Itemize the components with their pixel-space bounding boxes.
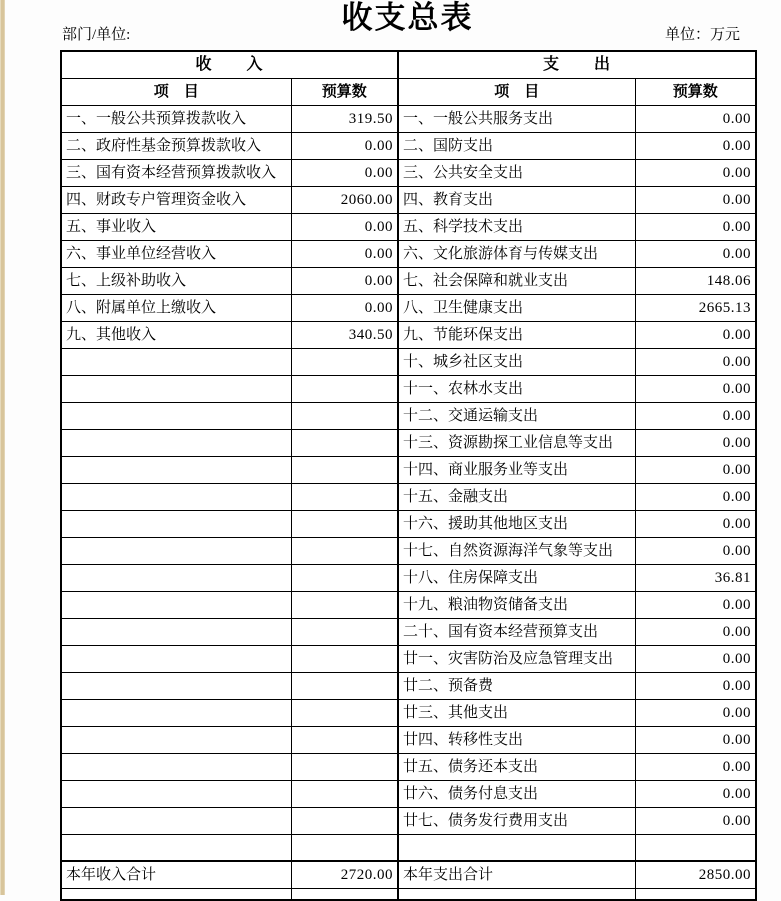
income-value-cell: 0.00 <box>291 241 398 268</box>
expense-item-cell: 七、社会保障和就业支出 <box>398 268 635 295</box>
table-row <box>61 349 756 376</box>
income-value-cell <box>291 619 398 646</box>
expense-item-cell: 五、科学技术支出 <box>398 214 635 241</box>
expense-item-cell: 廿六、债务付息支出 <box>398 781 635 808</box>
expense-item-cell: 二、国防支出 <box>398 133 635 160</box>
income-item-cell <box>61 700 291 727</box>
table-row <box>61 187 756 214</box>
expense-item-cell: 十五、金融支出 <box>398 484 635 511</box>
income-item-cell <box>61 727 291 754</box>
table-row <box>61 268 756 295</box>
table-body <box>61 106 756 835</box>
expense-value-cell: 0.00 <box>635 619 756 646</box>
expense-value-cell: 148.06 <box>635 268 756 295</box>
income-section-header: 收 入 <box>61 51 398 79</box>
income-value-cell: 2060.00 <box>291 187 398 214</box>
table-row <box>61 484 756 511</box>
income-value-cell <box>291 538 398 565</box>
income-item-cell: 七、上级补助收入 <box>61 268 291 295</box>
table-row <box>61 592 756 619</box>
expense-item-cell: 十九、粮油物资储备支出 <box>398 592 635 619</box>
expense-value-cell: 0.00 <box>635 808 756 835</box>
table-row <box>61 133 756 160</box>
expense-value-cell <box>635 888 756 900</box>
expense-item-cell: 廿四、转移性支出 <box>398 727 635 754</box>
expense-value-cell: 0.00 <box>635 538 756 565</box>
expense-value-cell: 0.00 <box>635 646 756 673</box>
expense-item-cell: 二十、国有资本经营预算支出 <box>398 619 635 646</box>
table-row <box>61 295 756 322</box>
income-value-cell <box>291 592 398 619</box>
table-row <box>61 241 756 268</box>
income-item-cell: 二、政府性基金预算拨款收入 <box>61 133 291 160</box>
expense-value-cell: 0.00 <box>635 241 756 268</box>
page-edge-strip <box>0 0 5 895</box>
spacer-row <box>61 835 756 861</box>
expense-item-cell: 廿一、灾害防治及应急管理支出 <box>398 646 635 673</box>
expense-value-cell <box>635 835 756 861</box>
income-total-value: 2720.00 <box>291 861 398 889</box>
table-row <box>61 808 756 835</box>
income-value-cell <box>291 349 398 376</box>
income-item-cell: 三、国有资本经营预算拨款收入 <box>61 160 291 187</box>
income-item-cell: 四、财政专户管理资金收入 <box>61 187 291 214</box>
expense-item-cell: 廿三、其他支出 <box>398 700 635 727</box>
expense-value-cell: 0.00 <box>635 592 756 619</box>
income-item-cell <box>61 888 291 900</box>
expense-item-cell: 三、公共安全支出 <box>398 160 635 187</box>
expense-value-cell: 0.00 <box>635 754 756 781</box>
column-header-row <box>61 79 756 106</box>
income-value-cell: 0.00 <box>291 214 398 241</box>
income-item-header: 项 目 <box>61 79 291 106</box>
expense-value-cell: 0.00 <box>635 727 756 754</box>
table-row <box>61 646 756 673</box>
income-value-cell: 0.00 <box>291 160 398 187</box>
income-item-cell <box>61 646 291 673</box>
expense-item-cell: 十八、住房保障支出 <box>398 565 635 592</box>
expense-value-cell: 0.00 <box>635 106 756 133</box>
expense-value-cell: 0.00 <box>635 349 756 376</box>
budget-summary-table <box>60 50 757 901</box>
expense-item-header: 项 目 <box>398 79 635 106</box>
income-item-cell: 八、附属单位上缴收入 <box>61 295 291 322</box>
department-unit-label: 部门/单位: <box>62 27 131 43</box>
income-value-cell: 0.00 <box>291 268 398 295</box>
expense-item-cell: 廿五、债务还本支出 <box>398 754 635 781</box>
section-header-row <box>61 51 756 79</box>
income-value-cell: 0.00 <box>291 133 398 160</box>
expense-budget-header: 预算数 <box>635 79 756 106</box>
income-value-cell: 340.50 <box>291 322 398 349</box>
expense-item-cell: 八、卫生健康支出 <box>398 295 635 322</box>
income-item-cell: 九、其他收入 <box>61 322 291 349</box>
income-value-cell <box>291 808 398 835</box>
income-value-cell <box>291 835 398 861</box>
income-item-cell <box>61 781 291 808</box>
expense-value-cell: 0.00 <box>635 457 756 484</box>
expense-item-cell: 廿七、债务发行费用支出 <box>398 808 635 835</box>
income-item-cell <box>61 484 291 511</box>
income-item-cell: 五、事业收入 <box>61 214 291 241</box>
table-row <box>61 403 756 430</box>
expense-item-cell: 一、一般公共服务支出 <box>398 106 635 133</box>
totals-row <box>61 861 756 889</box>
expense-value-cell: 0.00 <box>635 403 756 430</box>
table-row <box>61 754 756 781</box>
expense-item-cell: 十六、援助其他地区支出 <box>398 511 635 538</box>
expense-item-cell: 十、城乡社区支出 <box>398 349 635 376</box>
income-item-cell <box>61 376 291 403</box>
table-row <box>61 673 756 700</box>
expense-total-value: 2850.00 <box>635 861 756 889</box>
income-item-cell <box>61 430 291 457</box>
expense-total-label: 本年支出合计 <box>398 861 635 889</box>
table-row <box>61 214 756 241</box>
income-item-cell <box>61 349 291 376</box>
table-row <box>61 565 756 592</box>
expense-value-cell: 0.00 <box>635 322 756 349</box>
expense-value-cell: 2665.13 <box>635 295 756 322</box>
table-row <box>61 457 756 484</box>
income-value-cell: 319.50 <box>291 106 398 133</box>
currency-unit-label: 单位：万元 <box>664 27 740 43</box>
income-value-cell <box>291 430 398 457</box>
clipped-row <box>61 888 756 900</box>
income-item-cell <box>61 511 291 538</box>
expense-item-cell <box>398 888 635 900</box>
income-value-cell <box>291 888 398 900</box>
expense-item-cell: 十七、自然资源海洋气象等支出 <box>398 538 635 565</box>
expense-value-cell: 0.00 <box>635 376 756 403</box>
expense-value-cell: 0.00 <box>635 160 756 187</box>
income-value-cell <box>291 781 398 808</box>
expense-value-cell: 0.00 <box>635 430 756 457</box>
expense-item-cell <box>398 835 635 861</box>
income-value-cell <box>291 511 398 538</box>
income-value-cell <box>291 754 398 781</box>
expense-value-cell: 0.00 <box>635 673 756 700</box>
income-item-cell <box>61 538 291 565</box>
expense-section-header: 支 出 <box>398 51 756 79</box>
expense-item-cell: 九、节能环保支出 <box>398 322 635 349</box>
income-budget-header: 预算数 <box>291 79 398 106</box>
expense-item-cell: 廿二、预备费 <box>398 673 635 700</box>
income-item-cell <box>61 403 291 430</box>
table-row <box>61 700 756 727</box>
expense-value-cell: 0.00 <box>635 187 756 214</box>
expense-value-cell: 0.00 <box>635 511 756 538</box>
expense-item-cell: 十四、商业服务业等支出 <box>398 457 635 484</box>
income-item-cell: 六、事业单位经营收入 <box>61 241 291 268</box>
expense-value-cell: 36.81 <box>635 565 756 592</box>
income-item-cell <box>61 592 291 619</box>
income-value-cell: 0.00 <box>291 295 398 322</box>
income-value-cell <box>291 673 398 700</box>
page-title: 收支总表 <box>341 0 474 35</box>
expense-item-cell: 六、文化旅游体育与传媒支出 <box>398 241 635 268</box>
table-row <box>61 511 756 538</box>
table-row <box>61 160 756 187</box>
income-value-cell <box>291 646 398 673</box>
expense-value-cell: 0.00 <box>635 133 756 160</box>
meta-row <box>62 26 740 45</box>
expense-item-cell: 十三、资源勘探工业信息等支出 <box>398 430 635 457</box>
income-value-cell <box>291 484 398 511</box>
expense-value-cell: 0.00 <box>635 700 756 727</box>
income-value-cell <box>291 727 398 754</box>
table-row <box>61 106 756 133</box>
expense-item-cell: 十二、交通运输支出 <box>398 403 635 430</box>
expense-value-cell: 0.00 <box>635 214 756 241</box>
income-item-cell <box>61 673 291 700</box>
expense-value-cell: 0.00 <box>635 781 756 808</box>
table-row <box>61 322 756 349</box>
income-item-cell <box>61 754 291 781</box>
table-row <box>61 538 756 565</box>
expense-value-cell: 0.00 <box>635 484 756 511</box>
income-item-cell <box>61 808 291 835</box>
income-value-cell <box>291 403 398 430</box>
income-value-cell <box>291 457 398 484</box>
table-row <box>61 781 756 808</box>
table-row <box>61 376 756 403</box>
income-item-cell <box>61 457 291 484</box>
income-item-cell: 一、一般公共预算拨款收入 <box>61 106 291 133</box>
table-row <box>61 430 756 457</box>
income-value-cell <box>291 565 398 592</box>
income-total-label: 本年收入合计 <box>61 861 291 889</box>
expense-item-cell: 十一、农林水支出 <box>398 376 635 403</box>
income-value-cell <box>291 700 398 727</box>
table-row <box>61 727 756 754</box>
income-item-cell <box>61 565 291 592</box>
income-item-cell <box>61 619 291 646</box>
income-value-cell <box>291 376 398 403</box>
expense-item-cell: 四、教育支出 <box>398 187 635 214</box>
table-row <box>61 619 756 646</box>
income-item-cell <box>61 835 291 861</box>
